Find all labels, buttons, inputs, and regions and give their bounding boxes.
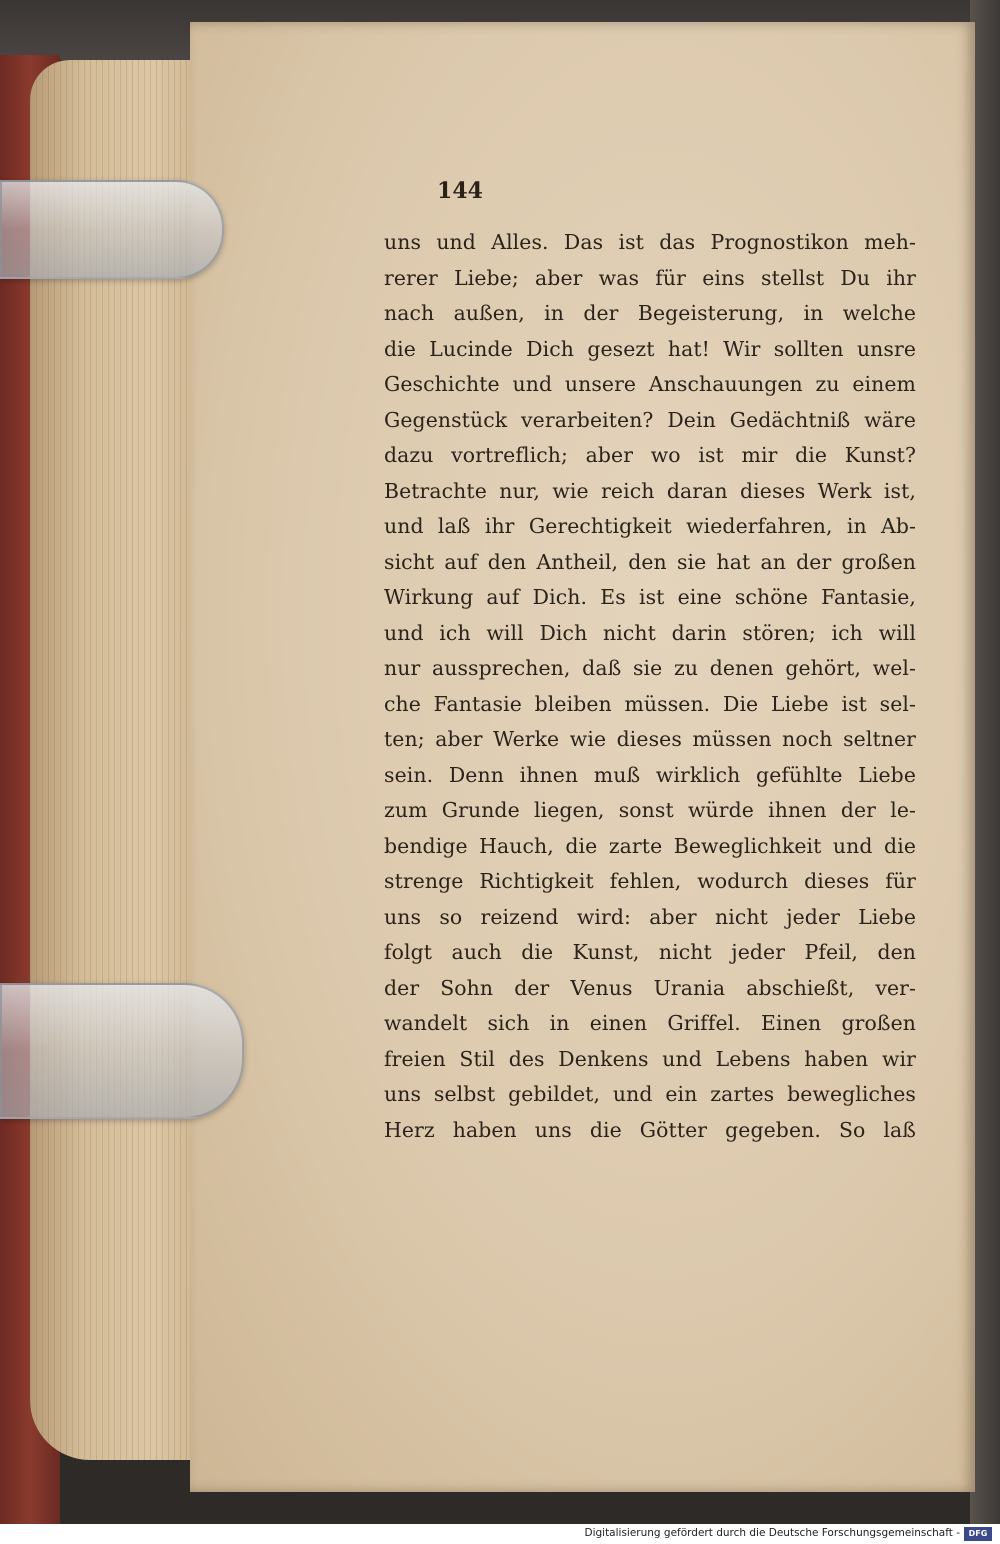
text-line: Betrachte nur, wie reich daran dieses Werk ist, bbox=[384, 478, 916, 503]
page-number: 144 bbox=[437, 178, 483, 204]
text-line: Wirkung auf Dich. Es ist eine schöne Fantasie, bbox=[384, 585, 916, 609]
text-line: rerer Liebe; aber was für eins stellst Du ihr bbox=[384, 265, 916, 290]
text-line: dazu vortreflich; aber wo ist mir die Kunst? bbox=[384, 443, 916, 467]
text-line: ten; aber Werke wie dieses müssen noch seltner bbox=[384, 727, 916, 751]
text-line: wandelt sich in einen Griffel. Einen großen bbox=[384, 1011, 916, 1035]
text-line: sein. Denn ihnen muß wirklich gefühlte Liebe bbox=[384, 762, 916, 787]
text-line: uns so reizend wird: aber nicht jeder Liebe bbox=[384, 904, 916, 929]
text-line: folgt auch die Kunst, nicht jeder Pfeil, den bbox=[384, 940, 916, 964]
text-line: strenge Richtigkeit fehlen, wodurch dieses für bbox=[384, 869, 916, 893]
text-line: uns selbst gebildet, und ein zartes bewegliches bbox=[384, 1082, 916, 1106]
text-line: der Sohn der Venus Urania abschießt, ver- bbox=[384, 975, 916, 1000]
text-line: und ich will Dich nicht darin stören; ich will bbox=[384, 620, 916, 645]
glass-clip-bottom bbox=[0, 983, 244, 1119]
footer-credit: Digitalisierung gefördert durch die Deutsche Forschungsgemeinschaft - bbox=[584, 1527, 960, 1539]
text-line: bendige Hauch, die zarte Beweglichkeit und die bbox=[384, 833, 916, 858]
footer-bar bbox=[0, 1524, 1000, 1544]
page-text bbox=[384, 225, 916, 1148]
text-line: und laß ihr Gerechtigkeit wiederfahren, in Ab- bbox=[384, 514, 916, 538]
text-line: sicht auf den Antheil, den sie hat an der großen bbox=[384, 549, 916, 574]
dfg-logo: DFG bbox=[964, 1527, 992, 1541]
text-line: die Lucinde Dich gesezt hat! Wir sollten unsre bbox=[384, 336, 916, 361]
text-line: Gegenstück verarbeiten? Dein Gedächtniß wäre bbox=[384, 407, 916, 432]
glass-clip-top bbox=[0, 180, 224, 279]
text-line: uns und Alles. Das ist das Prognostikon meh- bbox=[384, 230, 916, 254]
text-line: Herz haben uns die Götter gegeben. So laß bbox=[384, 1117, 916, 1142]
text-line: zum Grunde liegen, sonst würde ihnen der le- bbox=[384, 798, 916, 822]
text-line: nach außen, in der Begeisterung, in welche bbox=[384, 301, 916, 325]
text-line: che Fantasie bleiben müssen. Die Liebe ist sel- bbox=[384, 691, 916, 716]
text-line: nur aussprechen, daß sie zu denen gehört, wel- bbox=[384, 656, 916, 680]
text-line: Geschichte und unsere Anschauungen zu einem bbox=[384, 372, 916, 396]
text-line: freien Stil des Denkens und Lebens haben wir bbox=[384, 1046, 916, 1071]
